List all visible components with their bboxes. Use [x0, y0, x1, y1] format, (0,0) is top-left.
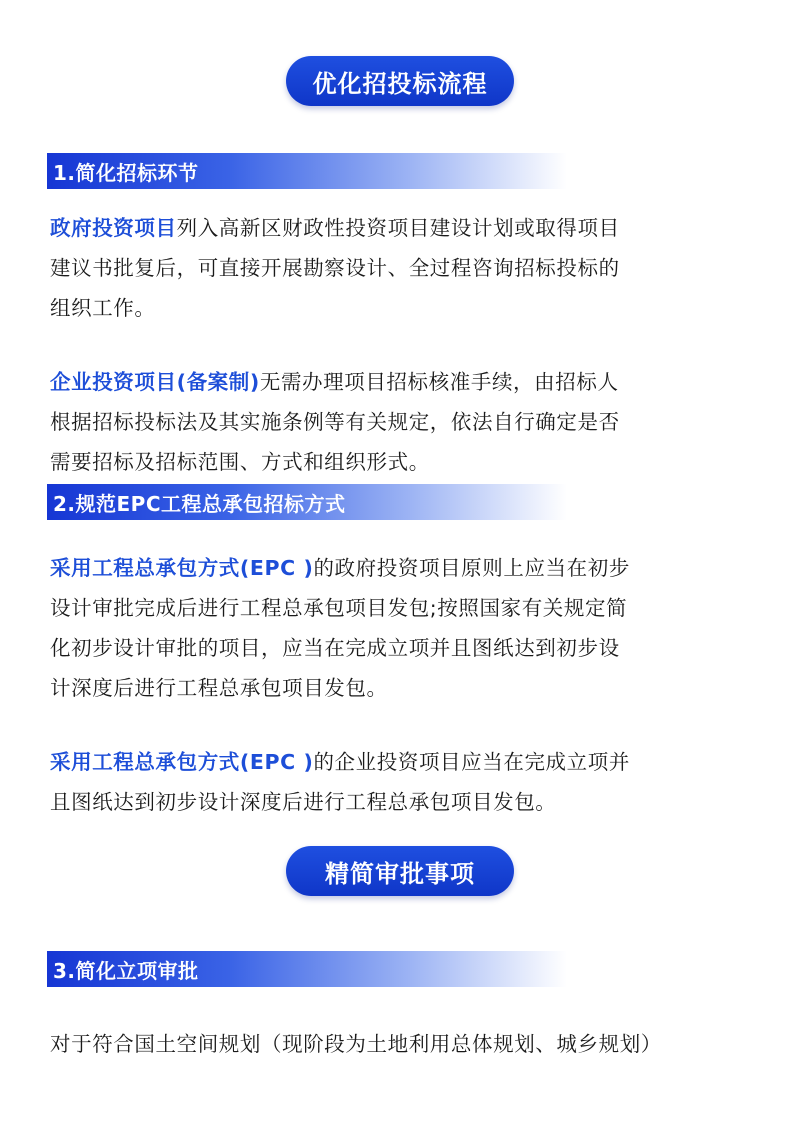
line-text: 的企业投资项目应当在完成立项并 — [313, 750, 630, 774]
paragraph-project-approval — [50, 1024, 750, 1064]
section-title-optimize-bidding — [286, 56, 514, 106]
paragraph-line — [50, 362, 750, 402]
paragraph-line: 且图纸达到初步设计深度后进行工程总承包项目发包。 — [50, 790, 557, 814]
line-text: 列入高新区财政性投资项目建设计划或取得项目 — [176, 216, 620, 240]
section-title-text: 优化招投标流程 — [312, 69, 488, 98]
highlight-term: 企业投资项目(备案制) — [50, 370, 260, 394]
paragraph-line — [50, 548, 750, 588]
paragraph-line: 组织工作。 — [50, 296, 156, 320]
paragraph-line: 需要招标及招标范围、方式和组织形式。 — [50, 450, 430, 474]
line-text: 无需办理项目招标核准手续，由招标人 — [259, 370, 619, 394]
paragraph-epc-enterprise — [50, 742, 750, 822]
paragraph-line — [50, 742, 750, 782]
paragraph-enterprise-investment — [50, 362, 750, 482]
paragraph-line: 建议书批复后，可直接开展勘察设计、全过程咨询招标投标的 — [50, 256, 620, 280]
subheading-text: 3.简化立项审批 — [53, 958, 199, 983]
line-text: 的政府投资项目原则上应当在初步 — [313, 556, 630, 580]
paragraph-government-investment — [50, 208, 750, 328]
subheading-text: 2.规范EPC工程总承包招标方式 — [53, 491, 346, 516]
highlight-term: 采用工程总承包方式(EPC ) — [50, 750, 314, 774]
subheading-text: 1.简化招标环节 — [53, 160, 199, 185]
paragraph-line — [50, 208, 750, 248]
section-title-text: 精简审批事项 — [325, 859, 475, 888]
paragraph-line: 设计审批完成后进行工程总承包项目发包;按照国家有关规定简 — [50, 596, 628, 620]
paragraph-epc-government — [50, 548, 750, 708]
highlight-term: 采用工程总承包方式(EPC ) — [50, 556, 314, 580]
section-title-simplify-approval — [286, 846, 514, 896]
subheading-bar-1 — [47, 153, 567, 189]
paragraph-line: 对于符合国土空间规划（现阶段为土地利用总体规划、城乡规划） — [50, 1032, 662, 1056]
subheading-bar-3 — [47, 951, 567, 987]
highlight-term: 政府投资项目 — [50, 216, 177, 240]
paragraph-line: 根据招标投标法及其实施条例等有关规定，依法自行确定是否 — [50, 410, 620, 434]
paragraph-line: 计深度后进行工程总承包项目发包。 — [50, 676, 388, 700]
paragraph-line: 化初步设计审批的项目，应当在完成立项并且图纸达到初步设 — [50, 636, 620, 660]
subheading-bar-2 — [47, 484, 567, 520]
